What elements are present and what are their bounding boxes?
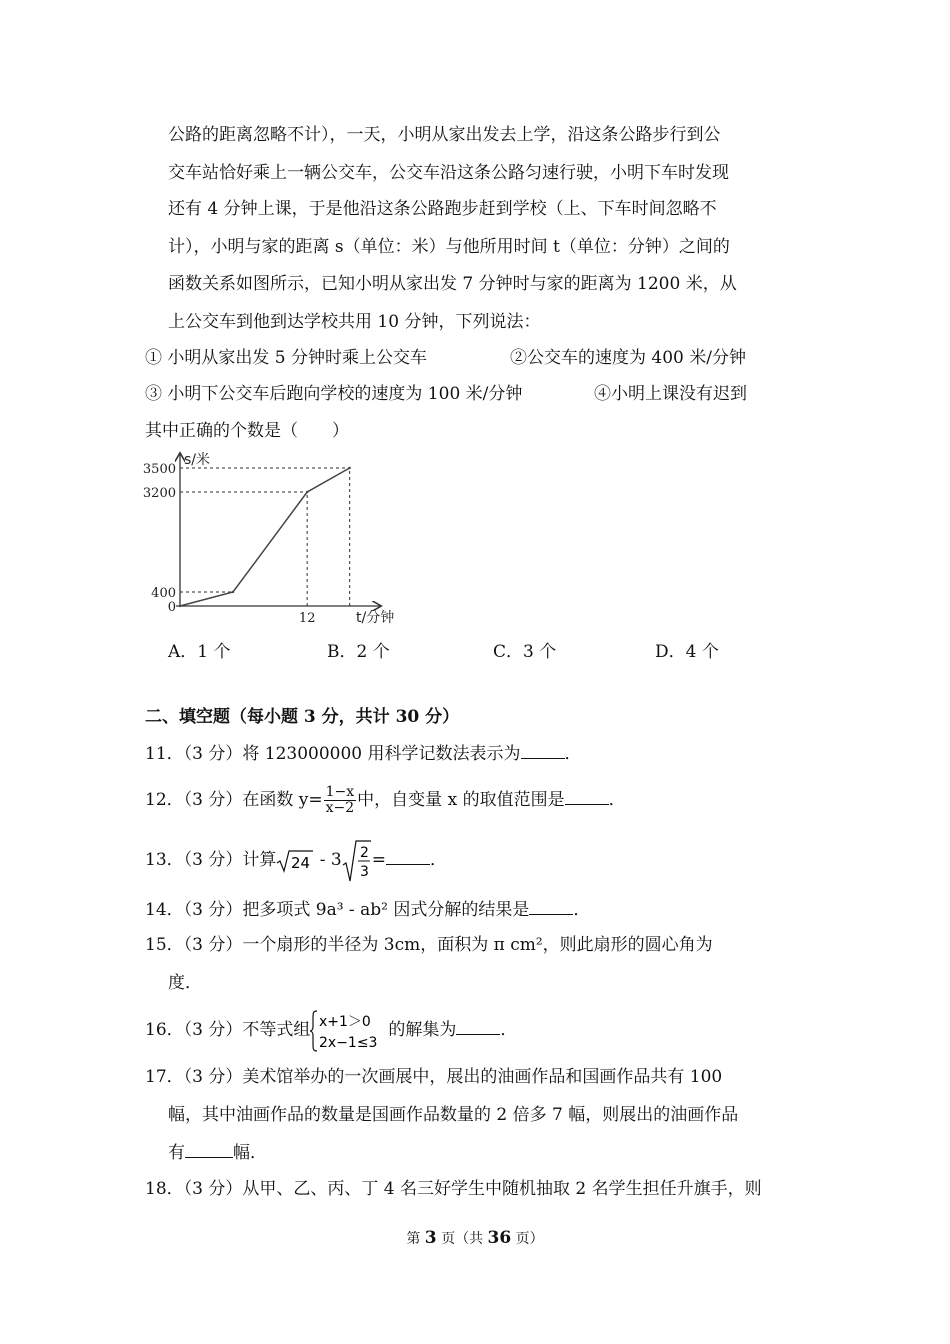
page-footer bbox=[0, 1228, 950, 1248]
intro-line-2: 交车站恰好乘上一辆公交车，公交车沿这条公路匀速行驶，小明下车时发现 bbox=[168, 163, 729, 183]
q16-number: 16． bbox=[145, 1020, 184, 1040]
statement-4: ④小明上课没有迟到 bbox=[594, 384, 747, 404]
y-tick-label-400: 400 bbox=[151, 586, 176, 601]
footer-mid: 页（共 bbox=[436, 1231, 488, 1247]
q13-tail: ． bbox=[430, 850, 447, 870]
q11-number: 11． bbox=[145, 744, 184, 764]
q13-answer-blank[interactable] bbox=[386, 848, 430, 865]
q12-answer-blank[interactable] bbox=[565, 788, 609, 805]
data-point-3 bbox=[348, 467, 350, 469]
q13-eq: = bbox=[371, 850, 386, 870]
q17-answer-blank[interactable] bbox=[185, 1141, 233, 1158]
q12-pre: （3 分）在函数 y= bbox=[183, 790, 323, 810]
statement-1: ① 小明从家出发 5 分钟时乘上公交车 bbox=[145, 348, 428, 368]
question-text: 其中正确的个数是（ ） bbox=[145, 421, 349, 441]
question-16 bbox=[145, 1008, 517, 1053]
q13-minus: - 3 bbox=[314, 850, 342, 870]
option-a[interactable]: A．1 个 bbox=[168, 642, 231, 662]
q17-number: 17． bbox=[145, 1067, 184, 1087]
q16-ineq-2: 2x−1≤3 bbox=[319, 1034, 378, 1051]
data-point-0 bbox=[179, 605, 181, 607]
footer-pre: 第 bbox=[406, 1231, 425, 1247]
section-2-title: 二、填空题（每小题 3 分，共计 30 分） bbox=[145, 707, 460, 727]
q16-answer-blank[interactable] bbox=[456, 1018, 500, 1035]
data-point-1 bbox=[232, 591, 234, 593]
q17-line-3 bbox=[168, 1141, 267, 1164]
q13-frac-den: 3 bbox=[359, 863, 369, 880]
question-14 bbox=[145, 898, 590, 921]
question-12 bbox=[145, 782, 626, 818]
q16-ineq-1: x+1＞0 bbox=[319, 1013, 372, 1030]
option-b[interactable]: B．2 个 bbox=[327, 642, 390, 662]
q11-text: （3 分）将 123000000 用科学记数法表示为 bbox=[183, 744, 521, 764]
q13-sqrt-frac bbox=[342, 838, 372, 883]
distance-time-chart bbox=[130, 448, 420, 630]
q11-tail: ． bbox=[564, 744, 582, 764]
q12-fraction bbox=[324, 785, 357, 816]
question-15 bbox=[145, 934, 713, 956]
q17-line3-post: 幅． bbox=[233, 1143, 267, 1163]
q14-text: （3 分）把多项式 9a³ - ab² 因式分解的结果是 bbox=[183, 900, 530, 920]
q17-line1: （3 分）美术馆举办的一次画展中，展出的油画作品和国画作品共有 100 bbox=[183, 1067, 723, 1087]
q15-line-2: 度． bbox=[168, 973, 202, 993]
q16-pre: （3 分）不等式组 bbox=[183, 1020, 311, 1040]
q17-line3-pre: 有 bbox=[168, 1143, 185, 1163]
question-11 bbox=[145, 742, 582, 765]
q16-post: 的解集为 bbox=[388, 1020, 457, 1040]
option-c[interactable]: C．3 个 bbox=[493, 642, 557, 662]
footer-post: 页） bbox=[511, 1231, 544, 1247]
y-tick-label-0: 0 bbox=[167, 600, 176, 615]
q16-inequality-system bbox=[310, 1008, 388, 1053]
q12-post: 中，自变量 x 的取值范围是 bbox=[357, 790, 565, 810]
series-line bbox=[180, 468, 350, 606]
footer-page-number: 3 bbox=[424, 1228, 437, 1248]
q15-line1: （3 分）一个扇形的半径为 3cm，面积为 π cm²，则此扇形的圆心角为 bbox=[183, 935, 713, 955]
q17-line-2: 幅，其中油画作品的数量是国画作品数量的 2 倍多 7 幅，则展出的油画作品 bbox=[168, 1105, 739, 1125]
question-13 bbox=[145, 838, 447, 883]
intro-line-1: 公路的距离忽略不计），一天，小明从家出发去上学，沿这条公路步行到公 bbox=[168, 125, 721, 145]
q13-sqrt-24 bbox=[276, 839, 314, 883]
x-axis-label: t/分钟 bbox=[356, 610, 395, 626]
intro-line-5: 函数关系如图所示，已知小明从家出发 7 分钟时与家的距离为 1200 米，从 bbox=[168, 274, 737, 294]
q13-frac-num: 2 bbox=[359, 844, 369, 861]
option-d[interactable]: D．4 个 bbox=[655, 642, 719, 662]
q12-tail: ． bbox=[608, 790, 626, 810]
question-17 bbox=[145, 1066, 722, 1088]
q18-text: （3 分）从甲、乙、丙、丁 4 名三好学生中随机抽取 2 名学生担任升旗手，则 bbox=[183, 1179, 762, 1199]
y-tick-label-3500: 3500 bbox=[142, 462, 176, 477]
q12-frac-den: x−2 bbox=[325, 800, 355, 816]
q14-tail: ． bbox=[573, 900, 591, 920]
statement-3: ③ 小明下公交车后跑向学校的速度为 100 米/分钟 bbox=[145, 384, 523, 404]
q13-number: 13． bbox=[145, 850, 184, 870]
q14-answer-blank[interactable] bbox=[529, 898, 573, 915]
intro-line-4: 计），小明与家的距离 s（单位：米）与他所用时间 t（单位：分钟）之间的 bbox=[168, 237, 730, 257]
q12-number: 12． bbox=[145, 790, 184, 810]
q18-number: 18． bbox=[145, 1179, 184, 1199]
q12-frac-num: 1−x bbox=[325, 784, 355, 800]
footer-total-pages: 36 bbox=[487, 1228, 512, 1248]
q15-number: 15． bbox=[145, 935, 184, 955]
statement-2: ②公交车的速度为 400 米/分钟 bbox=[510, 348, 746, 368]
intro-line-6: 上公交车到他到达学校共用 10 分钟，下列说法： bbox=[168, 312, 541, 332]
q13-pre: （3 分）计算 bbox=[183, 850, 277, 870]
data-point-2 bbox=[306, 491, 308, 493]
intro-line-3: 还有 4 分钟上课，于是他沿这条公路跑步赶到学校（上、下车时间忽略不 bbox=[168, 199, 717, 219]
y-tick-label-3200: 3200 bbox=[142, 486, 176, 501]
y-axis-label: s/米 bbox=[184, 452, 211, 468]
q11-answer-blank[interactable] bbox=[521, 742, 565, 759]
q13-rad1: 24 bbox=[291, 854, 311, 872]
x-tick-label-12: 12 bbox=[298, 611, 316, 626]
q16-tail: ． bbox=[500, 1020, 518, 1040]
question-18 bbox=[145, 1178, 762, 1200]
q14-number: 14． bbox=[145, 900, 184, 920]
